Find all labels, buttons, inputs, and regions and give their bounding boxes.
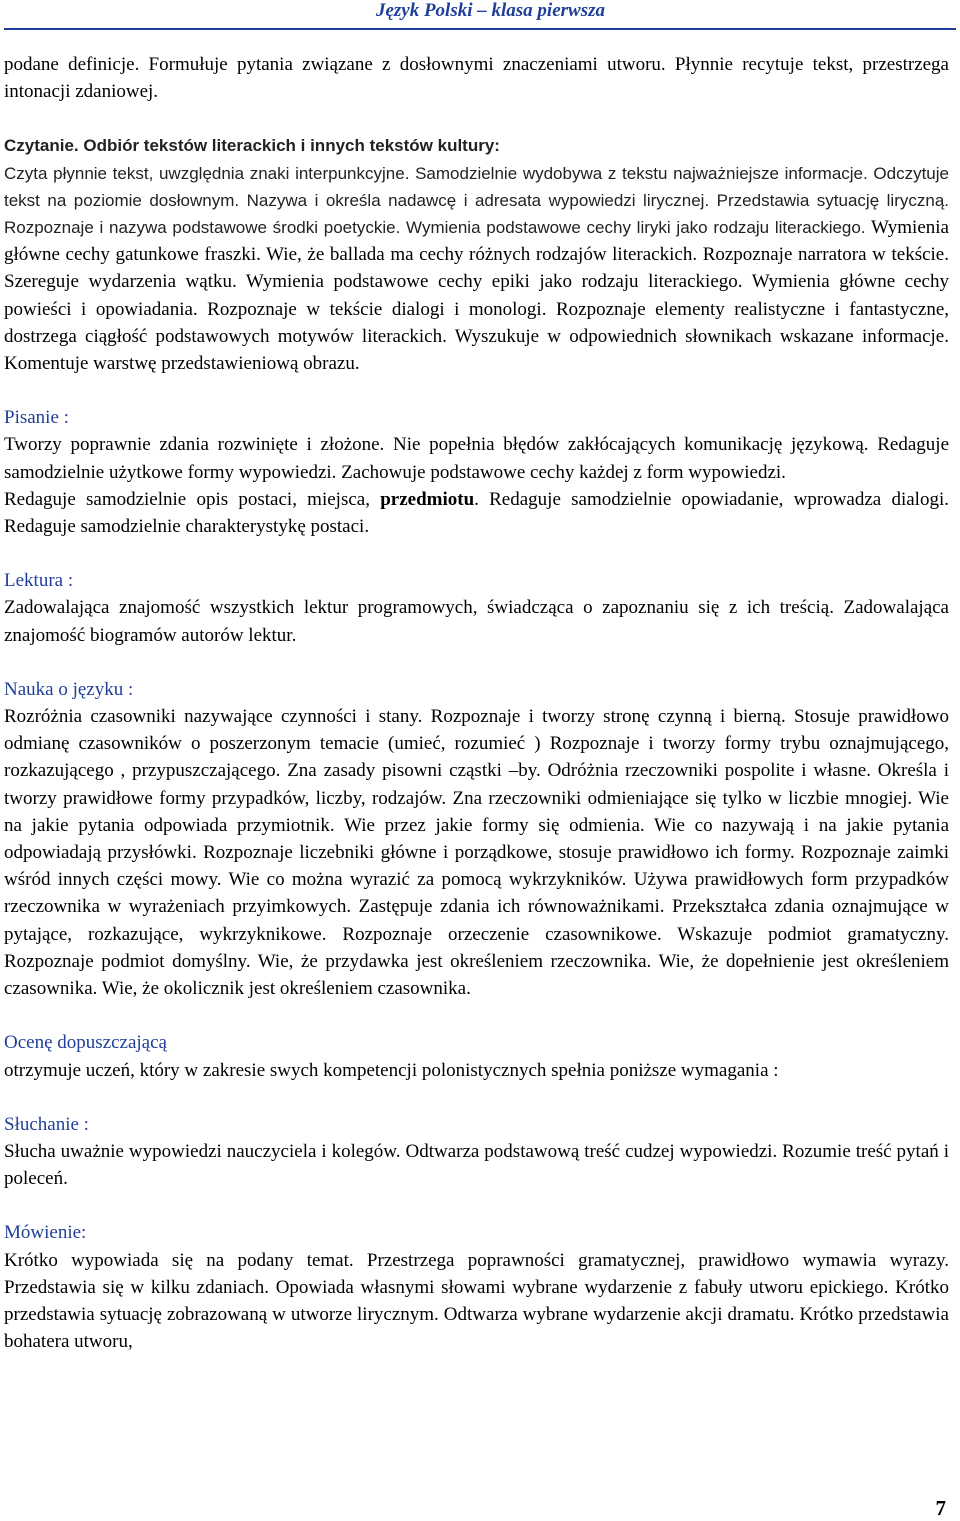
speaking-paragraph: Krótko wypowiada się na podany temat. Przestrzega poprawności gramatycznej, prawidłowo wymawia wyrazy. Przedstawia się w kilku zdaniach. Opowiada własnymi słowami wybrane wydarzenie z fabuły utworu epickiego. Krótko przedstawia sytuację zobrazowaną w utworze lirycznym. Odtwarza wybrane wydarzenie akcji dramatu. Krótko przedstawia bohatera utworu, — [4, 1249, 949, 1353]
spacer — [4, 540, 949, 567]
writing-text-after: . Redaguje samodzielnie opowiadanie, wprowadza dialogi. Redaguje samodzielnie charakterystykę postaci. — [4, 488, 949, 538]
reading-text-sans: Czyta płynnie tekst, uwzględnia znaki interpunkcyjne. Samodzielnie wydobywa z tekstu najważniejsze informacje. Odczytuje tekst na poziomie dosłownym. Nazywa i określa nadawcę i adresata wypowiedzi lirycznej. Przedstawia sytuację liryczną. Rozpoznaje i nazywa podstawowe środki poetyckie. Wymienia podstawowe cechy liryki jako rodzaju literackiego. — [4, 163, 949, 238]
writing-paragraph-2 — [4, 486, 949, 540]
listening-heading: Słuchanie : — [4, 1113, 89, 1135]
language-heading: Nauka o języku : — [4, 678, 134, 700]
reading-heading: Czytanie. Odbiór tekstów literackich i innych tekstów kultury: — [4, 136, 500, 156]
writing-text-before: Redaguje samodzielnie opis postaci, miejsca, — [4, 488, 381, 510]
spacer — [4, 1192, 949, 1219]
listening-paragraph: Słucha uważnie wypowiedzi nauczyciela i kolegów. Odtwarza podstawową treść cudzej wypowiedzi. Rozumie treść pytań i poleceń. — [4, 1140, 949, 1190]
page-content — [4, 51, 949, 1355]
reading-text-serif: Wymienia główne cechy gatunkowe fraszki. Wie, że ballada ma cechy różnych rodzajów literackich. Rozpoznaje narratora w tekście. Szereguje wydarzenia wątku. Wymienia podstawowe cechy epiki jako rodzaju literackiego. Wymienia główne cechy powieści i opowiadania. Rozpoznaje w tekście dialogi i monologi. Rozpoznaje elementy realistyczne i fantastyczne, dostrzega ciągłość podstawowych motywów literackich. Wyszukuje w odpowiednich słownikach wskazane informacje. Komentuje warstwę przedstawieniową obrazu. — [4, 217, 949, 375]
grade-heading: Ocenę dopuszczającą — [4, 1032, 167, 1054]
spacer — [4, 105, 949, 132]
intro-paragraph: podane definicje. Formułuje pytania związane z dosłownymi znaczeniami utworu. Płynnie recytuje tekst, przestrzega intonacji zdaniowej. — [4, 54, 949, 103]
reading-paragraph — [4, 160, 949, 378]
page-number: 7 — [935, 1496, 946, 1520]
spacer — [4, 1084, 949, 1111]
spacer — [4, 649, 949, 676]
grade-paragraph: otrzymuje uczeń, który w zakresie swych kompetencji polonistycznych spełnia poniższe wymagania : — [4, 1059, 779, 1081]
writing-heading: Pisanie : — [4, 407, 69, 429]
reading-list-heading: Lektura : — [4, 570, 74, 592]
spacer — [4, 377, 949, 404]
language-paragraph: Rozróżnia czasowniki nazywające czynności i stany. Rozpoznaje i tworzy stronę czynną i bierną. Stosuje prawidłowo odmianę czasowników o poszerzonym temacie (umieć, rozumieć ) Rozpoznaje i tworzy formy trybu oznajmującego, rozkazującego , przypuszczającego. Zna zasady pisowni cząstki –by. Odróżnia rzeczowniki pospolite i własne. Określa i tworzy prawidłowe formy przypadków, liczby, rodzajów. Zna rzeczowniki odmieniające się tylko w liczbie mnogiej. Wie na jakie pytania odpowiada przymiotnik. Wie przez jakie formy się odmienia. Wie co nazywają i na jakie pytania odpowiadają przysłówki. Rozpoznaje liczebniki główne i porządkowe, stosuje prawidłowo ich formy. Rozpoznaje zaimki wśród innych części mowy. Wie co można wyrazić za pomocą wykrzykników. Używa prawidłowych form przypadków rzeczownika w wyrażeniach przyimkowych. Zastępuje zdania ich równoważnikami. Przekształca zdania oznajmujące w pytające, rozkazujące, wykrzyknikowe. Rozpoznaje orzeczenie czasownikowe. Wskazuje podmiot gramatyczny. Rozpoznaje podmiot domyślny. Wie, że przydawka jest określeniem rzeczownika. Wie, że dopełnienie jest określeniem czasownika. Wie, że okolicznik jest określeniem czasownika. — [4, 706, 949, 1000]
writing-paragraph-1: Tworzy poprawnie zdania rozwinięte i złożone. Nie popełnia błędów zakłócających komunikację językową. Redaguje samodzielnie użytkowe formy wypowiedzi. Zachowuje podstawowe cechy każdej z form wypowiedzi. — [4, 434, 949, 483]
writing-text-bold: przedmiotu — [380, 488, 475, 510]
running-header: Język Polski – klasa pierwsza — [375, 0, 605, 21]
spacer — [4, 1002, 949, 1029]
reading-list-paragraph: Zadowalająca znajomość wszystkich lektur programowych, świadcząca o zapoznaniu się z ich treścią. Zadowalająca znajomość biogramów autorów lektur. — [4, 597, 949, 646]
header-divider — [4, 28, 956, 30]
speaking-heading: Mówienie: — [4, 1222, 87, 1244]
